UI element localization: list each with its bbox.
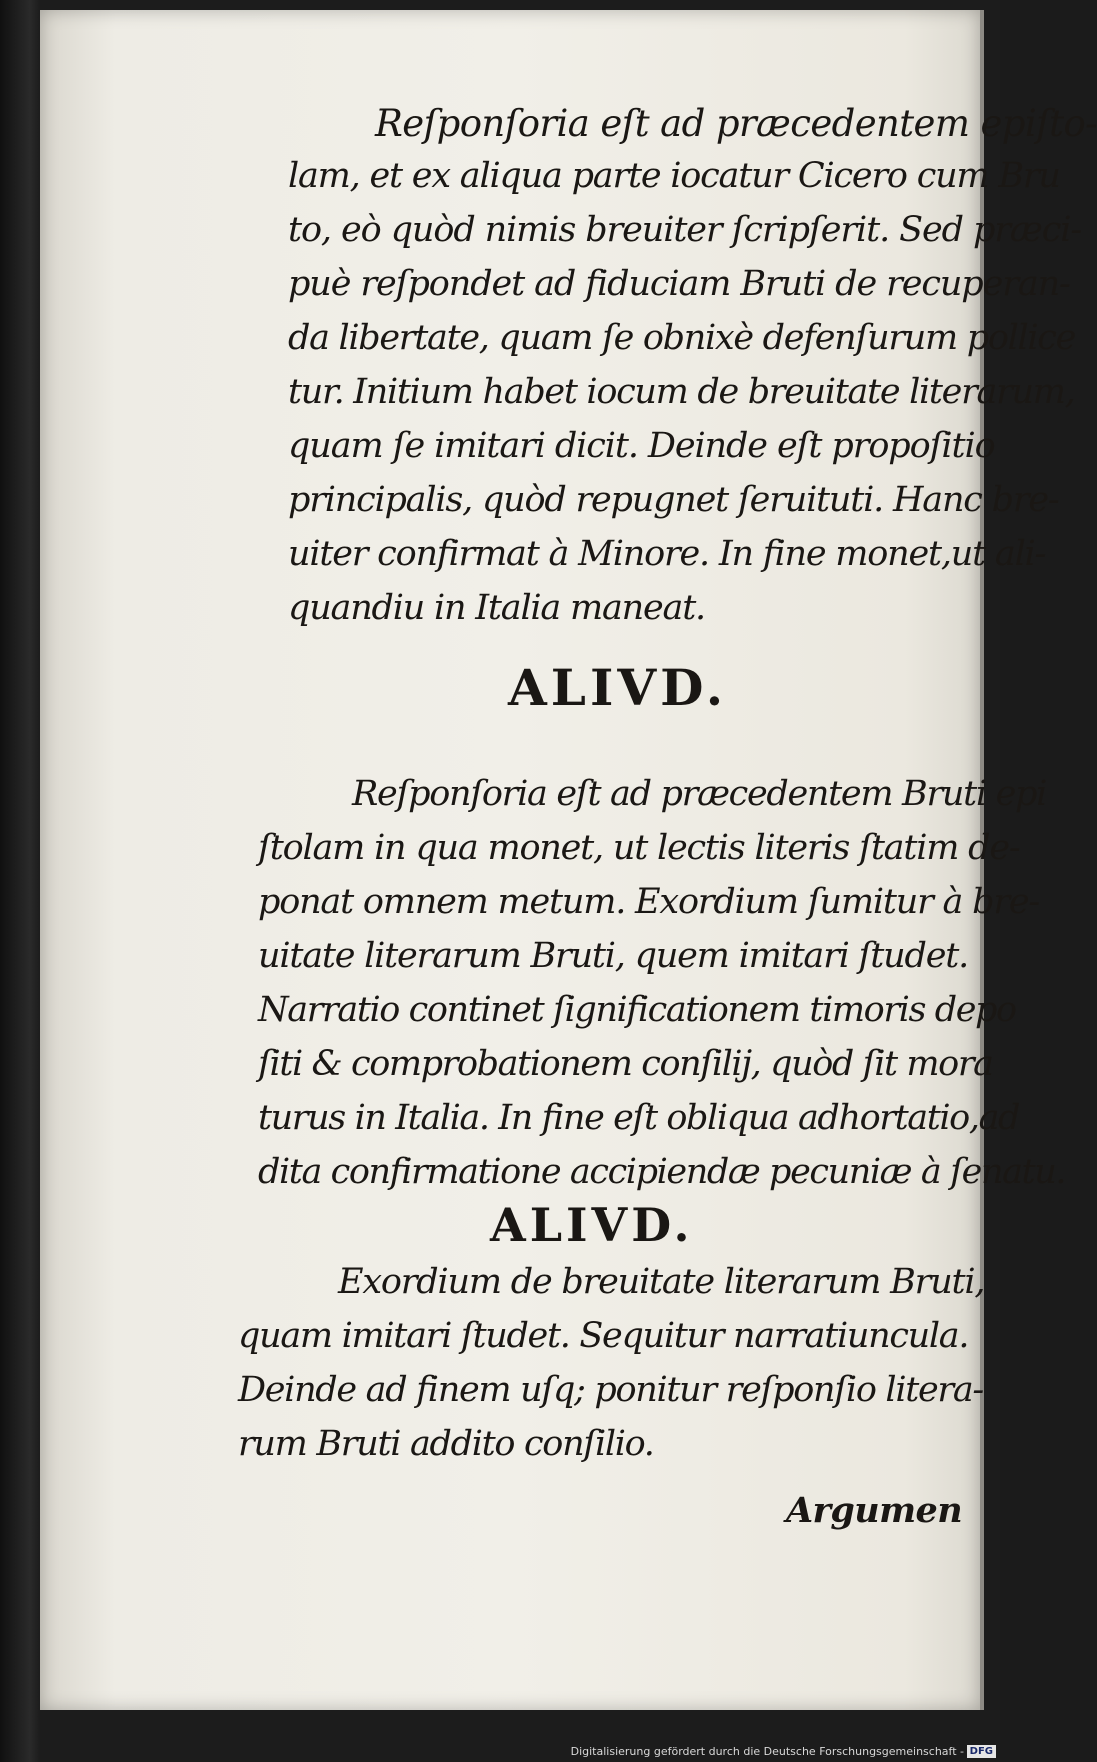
p2-line-1: Reſponſoria eſt ad præcedentem Bruti epi xyxy=(352,774,1047,814)
p2-line-8: dita confirmatione accipiendæ pecuniæ à ſenatu. xyxy=(258,1152,1066,1192)
p3-line-4: rum Bruti addito conſilio. xyxy=(238,1424,654,1464)
heading-aliud-2: ALIVD. xyxy=(490,1198,694,1252)
p1-line-5: da libertate, quam ſe obnixè defenſurum pollice xyxy=(288,318,1075,358)
p2-line-7: turus in Italia. In fine eſt obliqua adhortatio,ad xyxy=(258,1098,1020,1138)
p1-line-1: Reſponſoria eſt ad præcedentem epiſto- xyxy=(375,102,1097,145)
p1-line-6: tur. Initium habet iocum de breuitate literarum, xyxy=(288,372,1075,412)
p3-line-2: quam imitari ſtudet. Sequitur narratiuncula. xyxy=(238,1316,969,1356)
p1-line-10: quandiu in Italia maneat. xyxy=(288,588,705,628)
p2-line-6: ſiti & comprobationem conſilij, quòd ſit mora xyxy=(258,1044,993,1084)
p3-line-1: Exordium de breuitate literarum Bruti, xyxy=(338,1262,985,1302)
p3-line-3: Deinde ad finem uſq; ponitur reſponſio litera- xyxy=(238,1370,983,1410)
catchword: Argumen xyxy=(786,1490,963,1531)
p2-line-4: uitate literarum Bruti, quem imitari ſtudet. xyxy=(258,936,969,976)
p1-line-8: principalis, quòd repugnet ſeruituti. Hanc bre- xyxy=(288,480,1059,520)
p1-line-2: lam, et ex aliqua parte iocatur Cicero cum Bru xyxy=(288,156,1060,196)
book-page xyxy=(40,10,1097,1710)
p2-line-2: ſtolam in qua monet, ut lectis literis ſtatim de- xyxy=(258,828,1020,868)
heading-aliud-1: ALIVD. xyxy=(508,658,728,717)
digitization-footer xyxy=(0,1742,1000,1762)
p1-line-7: quam ſe imitari dicit. Deinde eſt propoſitio xyxy=(288,426,995,466)
page-text xyxy=(40,10,1097,1710)
dfg-logo: DFG xyxy=(967,1745,996,1758)
footer-text: Digitalisierung gefördert durch die Deutsche Forschungsgemeinschaft - xyxy=(570,1745,964,1758)
p1-line-4: puè reſpondet ad fiduciam Bruti de recuperan- xyxy=(288,264,1070,304)
p1-line-3: to, eò quòd nimis breuiter ſcripſerit. Sed præci- xyxy=(288,210,1082,250)
p2-line-5: Narratio continet ſignificationem timoris depo xyxy=(258,990,1016,1030)
p2-line-3: ponat omnem metum. Exordium ſumitur à bre- xyxy=(258,882,1040,922)
p1-line-9: uiter confirmat à Minore. In fine monet,ut ali- xyxy=(288,534,1046,574)
